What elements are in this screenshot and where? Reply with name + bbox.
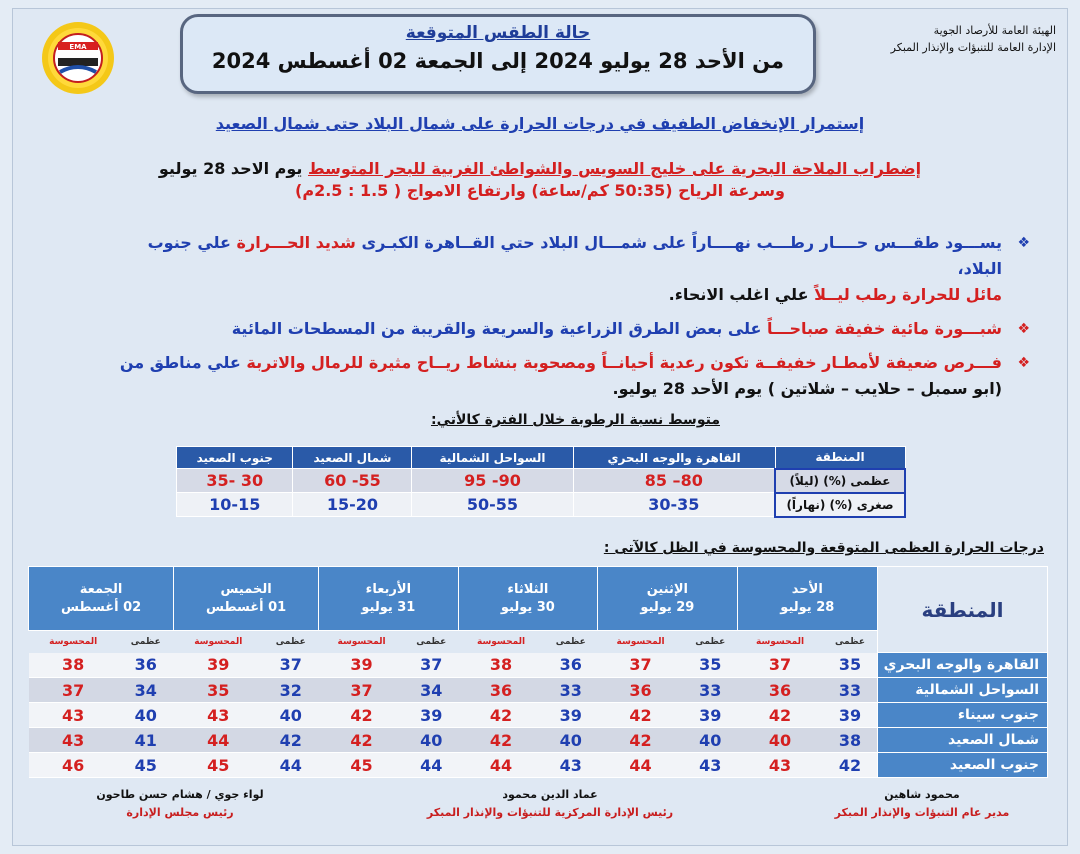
max-temp-cell: 40: [263, 703, 319, 728]
max-label: عظمى: [823, 631, 878, 653]
max-temp-cell: 39: [683, 703, 737, 728]
max-temp-cell: 42: [263, 728, 319, 753]
region-name: السواحل الشمالية: [878, 678, 1048, 703]
feels-temp-cell: 42: [319, 703, 405, 728]
region-header: المنطقة: [878, 567, 1048, 653]
page-title: حالة الطقس المتوقعة: [405, 23, 591, 43]
max-temp-cell: 32: [263, 678, 319, 703]
humidity-cell: 80– 85: [573, 469, 775, 493]
max-temp-cell: 37: [263, 653, 319, 678]
feels-temp-cell: 35: [174, 678, 263, 703]
feels-temp-cell: 42: [319, 728, 405, 753]
headline-temperature: إستمرار الإنخفاض الطفيف في درجات الحرارة على شمال البلاد حتى شمال الصعيد: [215, 114, 865, 133]
day-header: [598, 567, 738, 631]
region-name: شمال الصعيد: [878, 728, 1048, 753]
max-temp-cell: 36: [544, 653, 598, 678]
day-name: الأربعاء: [365, 581, 412, 597]
max-temp-cell: 37: [404, 653, 458, 678]
humidity-header: المنطقة: [775, 447, 905, 469]
max-temp-cell: 39: [404, 703, 458, 728]
max-temp-cell: 45: [118, 753, 174, 778]
day-name: الخميس: [220, 581, 272, 597]
humidity-cell: 55- 60: [293, 469, 412, 493]
feels-temp-cell: 37: [29, 678, 118, 703]
signature-2: [380, 786, 720, 822]
signature-name: محمود شاهين: [884, 788, 960, 801]
diamond-bullet-icon: ❖: [1017, 321, 1030, 337]
agency-line-2: الإدارة العامة للتنبؤات والإنذار المبكر: [890, 41, 1056, 54]
max-temp-cell: 39: [544, 703, 598, 728]
bullet-1-d: علي جنوب البلاد،: [147, 233, 1002, 278]
logo-text: EMA: [69, 43, 87, 51]
forecast-period: من الأحد 28 يوليو 2024 إلى الجمعة 02 أغسطس 2024: [211, 49, 785, 73]
max-temp-cell: 40: [683, 728, 737, 753]
max-temp-cell: 34: [118, 678, 174, 703]
marine-warning-text: إضطراب الملاحة البحرية على خليج السويس والشواطئ الغربية للبحر المتوسط: [308, 159, 922, 178]
feels-label: المحسوسة: [29, 631, 118, 653]
bullet-2-a: شبـــورة مائية خفيفة صباحـــاً: [767, 319, 1002, 338]
humidity-cell: 50-55: [412, 493, 573, 517]
max-temp-cell: 44: [404, 753, 458, 778]
feels-temp-cell: 46: [29, 753, 118, 778]
marine-wind-waves: وسرعة الرياح (50:35 كم/ساعة) وارتفاع الامواج ( 1.5 : 2.5م): [295, 181, 785, 200]
bullet-1-e: مائل للحرارة رطب ليــلاً: [814, 285, 1002, 304]
day-name: الأحد: [791, 581, 823, 597]
humidity-header: شمال الصعيد: [293, 447, 412, 469]
bullet-3-a: فـــرص ضعيفة لأمطـار خفيفــة تكون رعدية أحيانــاً ومصحوبة بنشاط ريــاح مثيرة للرمال والاتربة: [246, 353, 1002, 372]
bullet-1-a: يســـود طقـــس حــــار رطـــب نهــــاراً: [691, 233, 1002, 252]
feels-temp-cell: 37: [598, 653, 684, 678]
humidity-header: جنوب الصعيد: [177, 447, 293, 469]
feels-temp-cell: 43: [29, 703, 118, 728]
temperature-row: [29, 728, 1048, 753]
bullet-1-b: على شمـــال البلاد حتي القــاهرة الكبـرى: [355, 233, 692, 252]
max-temp-cell: 40: [544, 728, 598, 753]
feels-temp-cell: 42: [598, 728, 684, 753]
humidity-row-label: عظمى (%) (ليلاً): [775, 469, 905, 493]
max-temp-cell: 35: [823, 653, 878, 678]
max-temp-cell: 43: [544, 753, 598, 778]
feels-temp-cell: 38: [458, 653, 544, 678]
feels-temp-cell: 36: [737, 678, 823, 703]
day-header: [174, 567, 319, 631]
feels-temp-cell: 43: [29, 728, 118, 753]
feels-label: المحسوسة: [458, 631, 544, 653]
humidity-cell: 10-15: [177, 493, 293, 517]
headline-marine: [120, 158, 960, 202]
day-date: 30 يوليو: [500, 599, 555, 615]
signature-name: عماد الدين محمود: [502, 788, 598, 801]
feels-temp-cell: 39: [174, 653, 263, 678]
agency-line-1: الهيئة العامة للأرصاد الجوية: [933, 24, 1056, 37]
day-date: 28 يوليو: [780, 599, 835, 615]
signature-3: [50, 786, 310, 822]
day-date: 01 أغسطس: [205, 599, 287, 615]
humidity-row-max: [177, 469, 906, 493]
marine-warning-day: يوم الاحد 28 يوليو: [158, 159, 308, 178]
humidity-row-label: صغرى (%) (نهاراً): [775, 493, 905, 517]
bullet-2-b: على بعض الطرق الزراعية والسريعة والقريبة من المسطحات المائية: [231, 319, 768, 338]
bullet-3-c: (ابو سمبل – حلايب – شلاتين ) يوم الأحد 28 يوليو.: [612, 379, 1002, 398]
humidity-cell: 15-20: [293, 493, 412, 517]
day-header: [319, 567, 459, 631]
bullet-1-f: علي اغلب الانحاء.: [668, 285, 815, 304]
day-name: الجمعة: [79, 581, 123, 597]
feels-temp-cell: 42: [737, 703, 823, 728]
feels-temp-cell: 42: [458, 703, 544, 728]
region-name: جنوب سيناء: [878, 703, 1048, 728]
max-temp-cell: 40: [404, 728, 458, 753]
feels-temp-cell: 37: [737, 653, 823, 678]
header-box: [180, 14, 816, 94]
max-label: عظمى: [118, 631, 174, 653]
signature-title: رئيس مجلس الإدارة: [126, 806, 234, 819]
feels-label: المحسوسة: [737, 631, 823, 653]
day-date: 02 أغسطس: [60, 599, 142, 615]
humidity-cell: 90- 95: [412, 469, 573, 493]
temperature-row: [29, 678, 1048, 703]
signature-title: مدير عام التنبؤات والإنذار المبكر: [834, 806, 1010, 819]
diamond-bullet-icon: ❖: [1017, 235, 1030, 251]
temperature-row: [29, 653, 1048, 678]
signature-title: رئيس الإدارة المركزية للتنبؤات والإنذار المبكر: [426, 806, 674, 819]
temperature-day-row: [29, 567, 1048, 631]
feels-temp-cell: 39: [319, 653, 405, 678]
diamond-bullet-icon: ❖: [1017, 355, 1030, 371]
max-temp-cell: 42: [823, 753, 878, 778]
feels-temp-cell: 36: [598, 678, 684, 703]
feels-temp-cell: 42: [598, 703, 684, 728]
feels-label: المحسوسة: [598, 631, 684, 653]
bullet-3-b: علي مناطق من: [119, 353, 247, 372]
temperature-body: [29, 653, 1048, 778]
feels-temp-cell: 37: [319, 678, 405, 703]
feels-temp-cell: 44: [598, 753, 684, 778]
max-temp-cell: 34: [404, 678, 458, 703]
feels-temp-cell: 43: [174, 703, 263, 728]
max-label: عظمى: [544, 631, 598, 653]
max-label: عظمى: [404, 631, 458, 653]
max-temp-cell: 33: [544, 678, 598, 703]
region-name: جنوب الصعيد: [878, 753, 1048, 778]
day-date: 29 يوليو: [640, 599, 695, 615]
feels-label: المحسوسة: [174, 631, 263, 653]
temperature-row: [29, 753, 1048, 778]
feels-temp-cell: 40: [737, 728, 823, 753]
feels-temp-cell: 44: [174, 728, 263, 753]
agency-name: [856, 22, 1056, 56]
feels-temp-cell: 44: [458, 753, 544, 778]
feels-temp-cell: 45: [319, 753, 405, 778]
humidity-cell: 30-35: [573, 493, 775, 517]
humidity-header: القاهرة والوجه البحري: [573, 447, 775, 469]
humidity-row-min: [177, 493, 906, 517]
max-temp-cell: 43: [683, 753, 737, 778]
bullet-item: [100, 350, 1030, 402]
max-temp-cell: 33: [823, 678, 878, 703]
feels-temp-cell: 36: [458, 678, 544, 703]
feels-temp-cell: 45: [174, 753, 263, 778]
humidity-cell: 30 -35: [177, 469, 293, 493]
max-temp-cell: 33: [683, 678, 737, 703]
ema-logo: [28, 18, 128, 98]
max-temp-cell: 41: [118, 728, 174, 753]
max-temp-cell: 39: [823, 703, 878, 728]
bullet-item: [100, 316, 1030, 342]
bullet-1-c: شديد الحـــرارة: [236, 233, 356, 252]
region-name: القاهرة والوجه البحري: [878, 653, 1048, 678]
temperature-title: درجات الحرارة العظمى المتوقعة والمحسوسة في الظل كالآتى :: [603, 540, 1044, 556]
weather-bullets: [100, 230, 1030, 410]
max-temp-cell: 38: [823, 728, 878, 753]
day-date: 31 يوليو: [361, 599, 416, 615]
day-header: [29, 567, 174, 631]
temperature-table: [28, 566, 1048, 778]
max-label: عظمى: [683, 631, 737, 653]
max-temp-cell: 36: [118, 653, 174, 678]
max-temp-cell: 44: [263, 753, 319, 778]
feels-label: المحسوسة: [319, 631, 405, 653]
feels-temp-cell: 42: [458, 728, 544, 753]
humidity-header: السواحل الشمالية: [412, 447, 573, 469]
feels-temp-cell: 38: [29, 653, 118, 678]
feels-temp-cell: 43: [737, 753, 823, 778]
day-name: الإثنين: [646, 581, 689, 597]
max-label: عظمى: [263, 631, 319, 653]
humidity-title: متوسط نسبة الرطوبة خلال الفترة كالأتي:: [430, 412, 720, 428]
day-name: الثلاثاء: [507, 581, 549, 597]
max-temp-cell: 40: [118, 703, 174, 728]
temperature-row: [29, 703, 1048, 728]
humidity-header-row: [177, 447, 906, 469]
signature-name: لواء جوي / هشام حسن طاحون: [96, 788, 264, 801]
bullet-item: [100, 230, 1030, 308]
day-header: [458, 567, 598, 631]
humidity-table: [176, 446, 906, 518]
day-header: [737, 567, 877, 631]
max-temp-cell: 35: [683, 653, 737, 678]
signature-1: [802, 786, 1042, 822]
